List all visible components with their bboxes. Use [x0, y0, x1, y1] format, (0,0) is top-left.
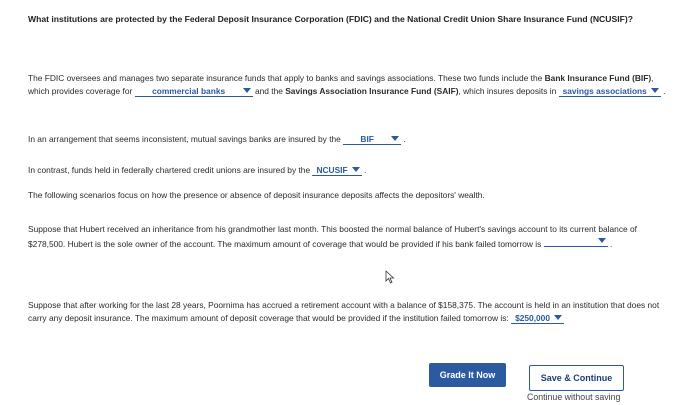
mutual-savings-value: BIF — [360, 134, 374, 144]
mutual-savings-paragraph — [28, 133, 668, 146]
chevron-down-icon — [352, 167, 360, 172]
bif-fund-name: Bank Insurance Fund (BIF) — [544, 73, 652, 83]
para1-text-1: The FDIC oversees and manages two separate insurance funds that apply to banks and savings associations. These two funds include the — [28, 73, 545, 83]
mouse-cursor-icon — [385, 270, 397, 286]
chevron-down-icon — [243, 88, 251, 93]
scenario-poornima — [28, 299, 668, 325]
save-continue-button[interactable]: Save & Continue — [529, 365, 624, 391]
chevron-down-icon — [554, 315, 562, 320]
para1-text-3: and the — [254, 86, 286, 96]
scenario2-text: Suppose that after working for the last 28 years, Poornima has accrued a retirement account with a balance of $158,375. The account is held in an institution that does not carry any deposit insurance. The maximum amount of deposit coverage that would be provided if the institution failed tomorrow is: — [28, 300, 660, 323]
scenario-hubert — [28, 223, 668, 251]
scenario1-text: Suppose that Hubert received an inheritance from his grandmother last month. This boosted the normal balance of Hubert's savings account to its current balance of $278,500. Hubert is the sole owner of the account. The maximum amount of coverage that would be provided if his bank failed tomorrow is — [28, 224, 637, 249]
poornima-coverage-dropdown[interactable] — [511, 313, 564, 324]
bif-coverage-dropdown[interactable] — [135, 86, 253, 97]
bif-coverage-value: commercial banks — [152, 86, 226, 96]
continue-without-saving-link[interactable]: Continue without saving — [527, 392, 621, 402]
hubert-coverage-dropdown[interactable] — [544, 236, 608, 247]
para2-text-1: In an arrangement that seems inconsistent, mutual savings banks are insured by the — [28, 134, 344, 144]
grade-it-now-button[interactable]: Grade It Now — [429, 363, 506, 387]
saif-coverage-value: savings associations — [562, 86, 647, 96]
scenarios-intro: The following scenarios focus on how the presence or absence of deposit insurance deposits affects the depositors' wealth. — [28, 190, 485, 200]
chevron-down-icon — [598, 238, 606, 243]
mutual-savings-dropdown[interactable] — [343, 134, 401, 145]
saif-fund-name: Savings Association Insurance Fund (SAIF) — [285, 86, 459, 96]
para2-text-2: . — [401, 134, 406, 144]
question-title: What institutions are protected by the Federal Deposit Insurance Corporation (FDIC) and the National Credit Union Share Insurance Fund (NCUSIF)? — [28, 14, 633, 24]
scenario1-tail: . — [607, 239, 613, 249]
credit-union-value: NCUSIF — [316, 165, 348, 175]
para1-text-4: , which insures deposits in — [458, 86, 559, 96]
credit-union-paragraph — [28, 164, 668, 177]
poornima-coverage-value: $250,000 — [515, 313, 550, 323]
para1-text-5: . — [660, 86, 666, 96]
chevron-down-icon — [651, 88, 659, 93]
para3-text-1: In contrast, funds held in federally chartered credit unions are insured by the — [28, 165, 313, 175]
chevron-down-icon — [391, 136, 399, 141]
fdic-paragraph — [28, 72, 668, 98]
para3-text-2: . — [361, 165, 367, 175]
credit-union-dropdown[interactable] — [312, 165, 361, 176]
saif-coverage-dropdown[interactable] — [559, 86, 661, 97]
para1-text-2: , which provides coverage for — [28, 73, 654, 96]
